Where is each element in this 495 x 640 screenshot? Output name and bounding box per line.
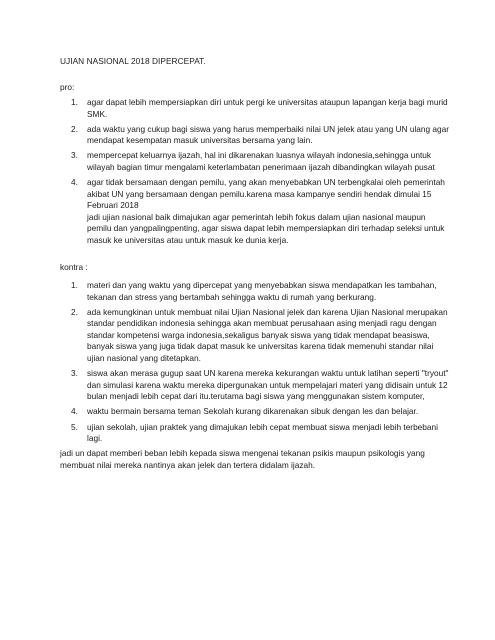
kontra-heading: kontra : — [60, 262, 88, 272]
list-item-text: ada waktu yang cukup bagi siswa yang harus memperbaiki nilai UN jelek atau yang UN ulang agar mendapat kesempatan masuk universitas bersama yang lain. — [87, 123, 450, 146]
list-item-continuation: jadi ujian nasional baik dimajukan agar pemerintah lebih fokus dalam ujian nasional maupun pemilu dan yangpalingpenting, agar siswa dapat lebih mempersiapkan diri terhadap seleksi untuk masuk ke universitas atau untuk masuk ke dunia kerja. — [87, 211, 445, 246]
list-item — [60, 97, 452, 120]
conclusion-paragraph: jadi un dapat memberi beban lebih kepada siswa mengenai tekanan psikis maupun psikologis yang membuat nilai mereka nantinya akan jelek dan tertera didalam ijazah. — [60, 448, 425, 470]
list-item — [60, 422, 452, 445]
list-item-text: materi dan yang waktu yang dipercepat yang menyebabkan siswa mendapatkan les tambahan, tekanan dan stress yang bertambah sehingga waktu di rumah yang berkurang. — [87, 280, 437, 302]
list-item — [60, 406, 452, 418]
list-item-text: ada kemungkinan untuk membuat nilai Ujian Nasional jelek dan karena Ujian Nasional merupakan standar pendidikan indonesia sehingga akan membuat perusahaan asing menjadi ragu dengan standar kompetensi warga indonesia,sekaligus banyak siswa yang tidak mendapat beasiswa, banyak siswa yang juga tidak dapat masuk ke universitas karena tidak memenuhi standar nilai ujian nasional yang ditetapkan. — [87, 306, 448, 364]
list-number: 3. — [71, 368, 78, 379]
list-item — [60, 368, 452, 403]
list-item — [60, 124, 452, 147]
list-item-text: agar tidak bersamaan dengan pemilu, yang akan menyebabkan UN terbengkalai oleh pemerintah akibat UN yang bersamaan dengan pemilu.karena masa kampanye sendiri hendak dimulai 15 Februari 2018 — [87, 177, 445, 211]
list-number: 4. — [71, 406, 78, 417]
list-number: 2. — [71, 123, 78, 134]
list-item-text: mempercepat keluarnya ijazah, hal ini dikarenakan luasnya wilayah indonesia,sehingga untuk wilayah bagian timur mengalami keterlambatan penerimaan ijazah dibandingkan wilayah pusat — [87, 150, 435, 172]
kontra-list — [60, 280, 452, 448]
list-item-text: waktu bermain bersama teman Sekolah kurang dikarenakan sibuk dengan les dan belajar. — [87, 406, 419, 417]
list-item-text: siswa akan merasa gugup saat UN karena mereka kekurangan waktu untuk latihan seperti "tryout" dan simulasi karena waktu mereka dipergunakan untuk mempelajari materi yang didisain untuk 12 bulan menjadi lebih cepat dari itu.terutama bagi siswa yang menggunakan sistem komputer, — [87, 368, 449, 402]
pro-list — [60, 97, 452, 250]
pro-heading: pro: — [60, 82, 75, 92]
list-item-text: agar dapat lebih mempersiapkan diri untuk pergi ke universitas ataupun lapangan kerja bagi murid SMK. — [87, 97, 448, 119]
list-number: 3. — [71, 150, 78, 161]
list-number: 4. — [71, 177, 78, 188]
list-item — [60, 177, 452, 247]
list-number: 5. — [71, 421, 78, 432]
list-item — [60, 280, 452, 303]
list-item — [60, 150, 452, 173]
list-number: 1. — [71, 97, 78, 107]
list-item-text: ujian sekolah, ujian praktek yang dimajukan lebih cepat membuat siswa menjadi lebih terbebani lagi. — [87, 421, 438, 444]
list-number: 2. — [71, 306, 78, 317]
list-number: 1. — [71, 280, 78, 290]
document-title: UJIAN NASIONAL 2018 DIPERCEPAT. — [60, 56, 206, 66]
list-item — [60, 307, 452, 365]
